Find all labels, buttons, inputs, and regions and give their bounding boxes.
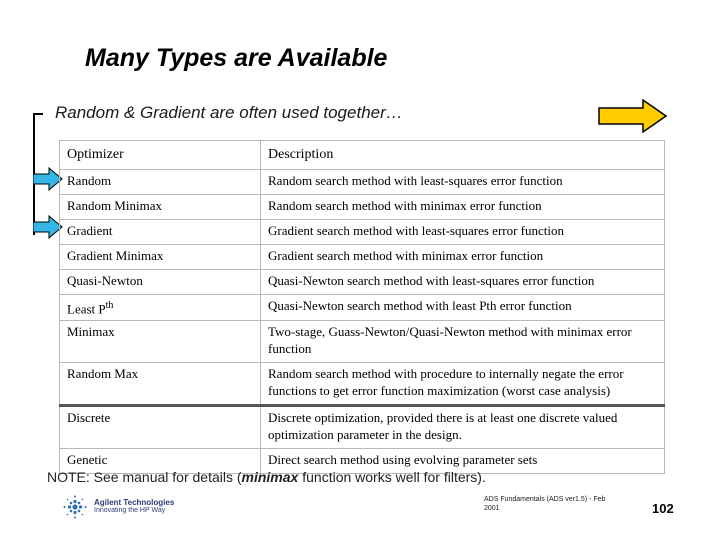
note-suffix: function works well for filters). <box>298 469 486 485</box>
table-row <box>60 270 665 295</box>
table-row <box>60 363 665 406</box>
optimizer-description: Direct search method using evolving parameter sets <box>261 449 665 474</box>
table-row <box>60 406 665 449</box>
agilent-logo <box>60 492 174 522</box>
header-description: Description <box>261 141 665 170</box>
footer-course-info <box>484 495 614 513</box>
optimizer-name-text: Least P <box>67 301 106 317</box>
logo-tagline: Innovating the HP Way <box>94 507 166 514</box>
optimizer-name: Genetic <box>60 449 261 474</box>
superscript-th: th <box>105 300 114 311</box>
right-arrow-icon <box>598 99 668 133</box>
optimizer-name: Discrete <box>60 406 261 449</box>
optimizer-name <box>60 295 261 321</box>
optimizer-description: Random search method with least-squares error function <box>261 170 665 195</box>
optimizer-description: Quasi-Newton search method with least-squares error function <box>261 270 665 295</box>
table-row <box>60 220 665 245</box>
footer-line1: ADS Fundamentals (ADS ver1.5) - Feb <box>484 496 606 503</box>
page-number: 102 <box>652 501 674 516</box>
table-row <box>60 245 665 270</box>
optimizer-description: Random search method with minimax error function <box>261 195 665 220</box>
table-row <box>60 170 665 195</box>
header-optimizer: Optimizer <box>60 141 261 170</box>
optimizer-description: Random search method with procedure to internally negate the error functions to get error function maximization (worst case analysis) <box>261 363 665 406</box>
optimizer-table <box>59 140 665 474</box>
slide-title: Many Types are Available <box>85 44 388 72</box>
optimizer-name: Minimax <box>60 321 261 363</box>
agilent-spark-icon <box>60 492 90 522</box>
logo-brand: Agilent Technologies <box>94 498 175 507</box>
optimizer-name: Gradient Minimax <box>60 245 261 270</box>
optimizer-description: Quasi-Newton search method with least Pth error function <box>261 295 665 321</box>
optimizer-name: Random <box>60 170 261 195</box>
slide-subtitle: Random & Gradient are often used together… <box>55 103 403 122</box>
optimizer-description: Gradient search method with minimax error function <box>261 245 665 270</box>
optimizer-name: Gradient <box>60 220 261 245</box>
table-row <box>60 295 665 321</box>
optimizer-name: Random Max <box>60 363 261 406</box>
footer-line2: 2001 <box>484 505 500 512</box>
optimizer-description: Gradient search method with least-squares error function <box>261 220 665 245</box>
note-text <box>47 469 486 485</box>
optimizer-description: Discrete optimization, provided there is at least one discrete valued optimization parameter in the design. <box>261 406 665 449</box>
table-header-row <box>60 141 665 170</box>
table-row <box>60 321 665 363</box>
table-row <box>60 195 665 220</box>
note-prefix: NOTE: See manual for details ( <box>47 469 242 485</box>
note-emphasis: minimax <box>241 469 299 485</box>
optimizer-description: Two-stage, Guass-Newton/Quasi-Newton method with minimax error function <box>261 321 665 363</box>
optimizer-name: Quasi-Newton <box>60 270 261 295</box>
optimizer-name: Random Minimax <box>60 195 261 220</box>
